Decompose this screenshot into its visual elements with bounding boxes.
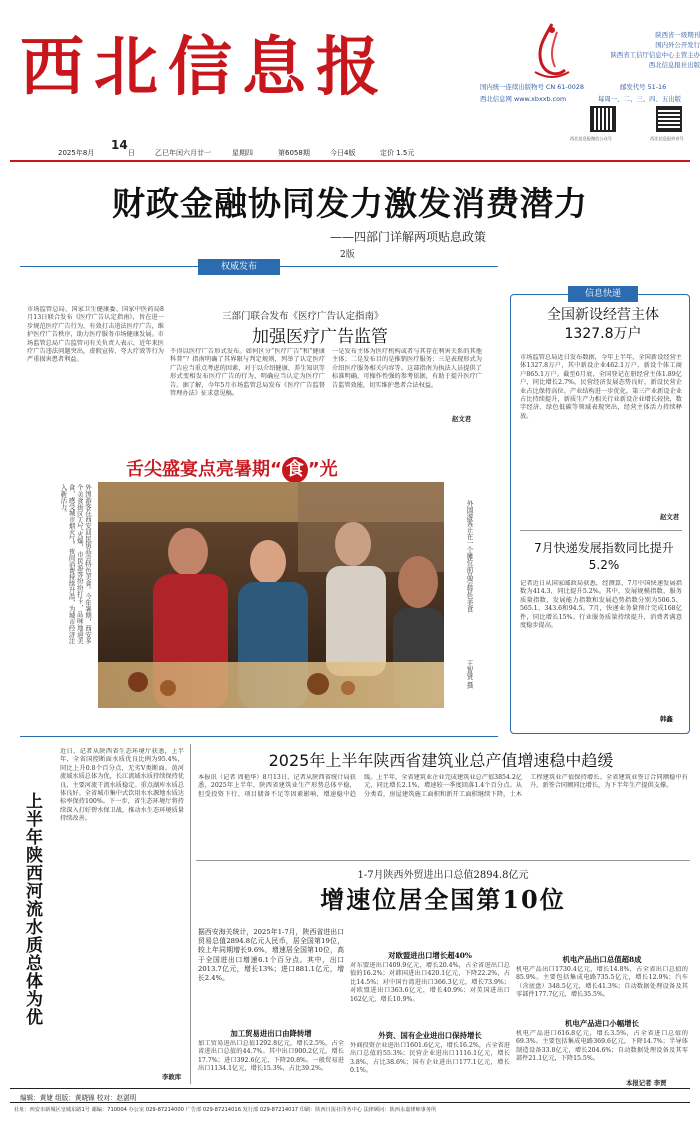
trade-body-col2-top <box>350 928 510 946</box>
express-story2-byline: 韩鑫 <box>660 715 673 723</box>
newspaper-logo-icon <box>527 22 577 82</box>
trade-sub4: 机电产品出口总值超8成 <box>562 955 642 964</box>
trade-lead: 据西安海关统计，2025年1-7月，陕西省进出口贸易总值2894.8亿元人民币，居全国第19位，较上年同期增长9.6%，增速居全国第10位，高于全国进出口增速6.1个百分点。其中，出口2013.7亿元，增长13%；进口881.1亿元，增长2.4%。 <box>198 928 344 983</box>
trade-headline: 增速位居全国第10位 <box>320 885 566 914</box>
medical-ad-byline: 赵文君 <box>452 415 472 423</box>
photo-title-key: 食 <box>282 457 308 483</box>
zipcode: 邮发代号 51-16 <box>620 83 667 91</box>
construction-body: 本报讯（记者 周艳华）8月13日，记者从陕西省统计局获悉，2025年上半年，陕西省建筑业生产形势总体平稳，但受投资下行、项目储备不足等因素影响，增速稳中趋缓。上半年，全省建筑业企业完成建筑业总产值3854.2亿元，同比增长2.1%，增速较一季度回落1.4个百分点。从分类看，房屋建筑施工面积和新开工面积继续下降，土木工程建筑业产值保持增长。全省建筑业签订合同额稳中有升，新签合同额同比增长，为下半年生产提供支撑。 <box>198 774 688 798</box>
trade-body5: 机电产品进口616.8亿元，增长3.5%，占全省进口总值的69.3%。主要包括集成电路369.6亿元，下降14.7%；半导体制造设备33.8亿元，增长204.6%；自动数据处理设备及其零部件21.1亿元，下降15.5%。 <box>516 1030 688 1063</box>
qr-code-douyin <box>656 106 682 132</box>
website: 西北信息网 www.xbxxb.com <box>480 95 567 103</box>
medical-ad-body-col1: 市场监管总局、国家卫生健康委、国家中医药局8月13日联合发布《医疗广告认定指南》，旨在进一步规范医疗广告行为，有效打击违法医疗广告，维护医疗广告秩序，助力医疗服务市场健康发展。市场监管总局广告监管司有关负责人表示，近年来医疗广告违法问题突出，虚假宣传、夸大疗效等行为严重损害患者利益。 <box>27 306 164 364</box>
dateline <box>10 140 490 158</box>
masthead-line: 陕西省一级期刊 <box>655 31 700 39</box>
medical-ad-body-col3: 一是发布主体为医疗机构或者与其存在利害关系的其他主体；二是发布目的是推销医疗服务；三是表现形式为介绍医疗服务相关内容等。这部指南为执法人员提供了标准明确、可操作性强的参考依据，有助于提升医疗广告监管效能，切实维护患者合法权益。 <box>332 348 482 389</box>
page-count: 今日4版 <box>330 149 356 157</box>
editors-line: 编辑：黄婕 组版：黄晓锦 校对：赵湛明 <box>20 1094 137 1102</box>
weekday: 星期四 <box>232 149 253 157</box>
trade-sub3: 外资、国有企业进出口保持增长 <box>378 1031 482 1040</box>
express-divider <box>520 530 682 531</box>
medical-ad-title: 加强医疗广告监管 <box>252 327 388 347</box>
trade-body2: 对东盟进出口409.9亿元，增长20.4%，占全省进出口总值的16.2%；对韩国进出口420.1亿元，下降22.2%，占比14.5%；对中国台湾进出口366.3亿元，增长73.9%；对欧盟进出口363.6亿元，增长40.9%；对美国进出口162亿元，增长10.9%。 <box>350 962 510 1003</box>
footer-rule <box>10 1102 690 1103</box>
footer-rule-top <box>10 1088 690 1089</box>
water-quality-vertical-title: 上半年陕西河流水质总体为优 <box>22 792 42 1026</box>
date-day: 14 <box>111 138 128 152</box>
express-story1-title: 全国新设经营主体1327.8万户 <box>547 307 659 342</box>
trade-body3: 外商投资企业进出口1601.6亿元，增长16.2%，占全省进出口总值的55.3%；民营企业进出口1116.1亿元，增长3.8%，占比38.6%；国有企业进出口177.1亿元，增长0.1%。 <box>350 1042 510 1075</box>
schedule: 每周一、二、三、四、五出版 <box>598 95 682 103</box>
masthead-line: 西北信息报社出版 <box>648 61 700 69</box>
medical-ad-kicker: 三部门联合发布《医疗广告认定指南》 <box>222 311 384 322</box>
water-divider <box>190 744 191 1084</box>
masthead-line: 陕西省工信厅信息中心主管主办 <box>610 51 700 59</box>
qr-label: 西北信息报微信公众号 <box>570 136 612 141</box>
trade-sub2: 对欧盟进出口增长超40% <box>388 951 472 960</box>
construction-divider <box>196 860 690 861</box>
photo-credit: 王智贤 摄 <box>465 660 473 689</box>
lunar-date: 乙巳年闰六月廿一 <box>155 149 211 157</box>
medical-ad-body-col2: 不得以医疗广告形式发布。如何区分“医疗广告”和“健康科普”？指南明确了其界限与判定规则，列举了认定医疗广告应当重点考虑的因素，对于以介绍健康、养生知识等形式变相发布医疗广告的行为，明确应当认定为医疗广告。据了解，今年5月市场监管总局发布《医疗广告监督管理办法》征求意见稿。 <box>170 348 325 398</box>
photo-food-street <box>98 482 444 708</box>
express-story2-body: 记者近日从国家邮政局获悉，经测算，7月中国快递发展指数为414.3，同比提升5.2%。其中，发展规模指数、服务质量指数、发展能力指数和发展趋势指数分别为506.5、565.1、343.6和94.5。7月，快递业务量预计完成168亿件，同比增长15%。行业服务质量持续提升，消费者满意度稳步提高。 <box>520 580 682 630</box>
water-quality-body: 近日，记者从陕西省生态环境厅获悉，上半年，全省国控断面水质优良比例为95.4%，同比上升0.8个百分点，无劣V类断面。黄河流域水质总体为优，长江流域水质持续保持优良，主要河流干流水质稳定。重点湖库水质总体良好。全省城市集中式饮用水水源地水质达标率保持100%。下一步，省生态环境厅将持续深入打好碧水保卫战，推动水生态环境质量持续改善。 <box>60 748 184 823</box>
price: 定价 1.5元 <box>380 149 415 157</box>
lead-page-ref: 2版 <box>340 250 355 260</box>
trade-body4: 机电产品出口1730.4亿元，增长14.8%，占全省出口总值的85.9%。主要包括集成电路735.5亿元，增长12.9%；汽车（含底盘）348.5亿元，增长41.3%；自动数据处理设备及其零部件177.7亿元，增长35.5%。 <box>516 966 688 999</box>
express-story1-body: 市场监管总局近日发布数据，今年上半年，全国新设经营主体1327.8万户，其中新设企业462.1万户，新设个体工商户865.1万户。截至6月底，全国登记在册经营主体1.89亿户，同比增长2.7%。民营经济发展态势良好，新设民营企业占比保持高位。产业结构进一步优化，第三产业新设企业占比持续提升，新质生产力相关行业新设企业增长较快，数字经济、绿色低碳等领域表现突出，经营主体活力持续释放。 <box>520 354 682 420</box>
express-story2-title: 7月快递发展指数同比提升5.2% <box>534 541 674 572</box>
photo-title-post: ”光 <box>307 459 338 480</box>
qr-label: 西北信息报抖音号 <box>650 136 684 141</box>
footer-address: 社址：西安市新城区皇城东路1号 邮编：710004 办公室 029-87214000 广告部 029-87214016 发行部 029-87214017 印刷：陕西日报社印务中心 法律顾问：陕西永嘉律师事务所 <box>14 1107 437 1113</box>
photo-feature-title <box>126 455 338 483</box>
photo-right-caption: 外国游客正在一个摊位前品尝特色美食 <box>465 500 473 613</box>
trade-body1: 加工贸易进出口总值1292.8亿元，增长2.5%，占全省进出口总值的44.7%。其中出口900.2亿元，增长17.7%；进口392.6亿元，下降20.8%。一般贸易进出口1134.1亿元，增长15.3%，占比39.2%。 <box>198 1040 344 1073</box>
trade-sub1: 加工贸易进出口由降转增 <box>230 1029 312 1038</box>
section-tag-express: 信息快递 <box>568 286 638 302</box>
publish-number: 国内统一连续出版物号 CN 61-0028 <box>480 83 584 91</box>
masthead-title: 西北信息报 <box>20 30 390 105</box>
left-block-bottom-rule <box>20 736 498 737</box>
masthead-right-lines <box>596 30 700 70</box>
section-tag-authority: 权威发布 <box>198 259 280 275</box>
lead-headline: 财政金融协同发力激发消费潜力 <box>112 184 588 223</box>
photo-left-caption: 外国游客在西安回民街品尝特色美食。今年暑期，西安多个美食街区人气火爆，市民游客纷纷打卡，品味地道美食，感受城市烟火气。夜间消费持续升温，为城市经济注入新活力。 <box>59 484 92 644</box>
date-day-unit: 日 <box>128 149 135 157</box>
trade-byline: 本报记者 李贾 <box>626 1079 667 1087</box>
issue-number: 第6058期 <box>278 149 310 157</box>
photo-title-pre: 舌尖盛宴点亮暑期“ <box>126 459 282 480</box>
qr-code-wechat <box>590 106 616 132</box>
trade-sub5: 机电产品进口小幅增长 <box>565 1019 639 1028</box>
construction-headline: 2025年上半年陕西省建筑业总产值增速稳中趋缓 <box>268 751 614 770</box>
trade-kicker: 1-7月陕西外贸进出口总值2894.8亿元 <box>357 870 529 881</box>
date-month: 2025年8月 <box>58 149 95 157</box>
masthead <box>0 0 700 157</box>
express-story1-byline: 赵文君 <box>660 513 680 521</box>
masthead-line: 国内外公开发行 <box>655 41 700 49</box>
water-quality-byline: 李敦库 <box>162 1073 182 1081</box>
lead-subtitle: ——四部门详解两项贴息政策 <box>330 230 487 244</box>
masthead-divider <box>10 160 690 162</box>
